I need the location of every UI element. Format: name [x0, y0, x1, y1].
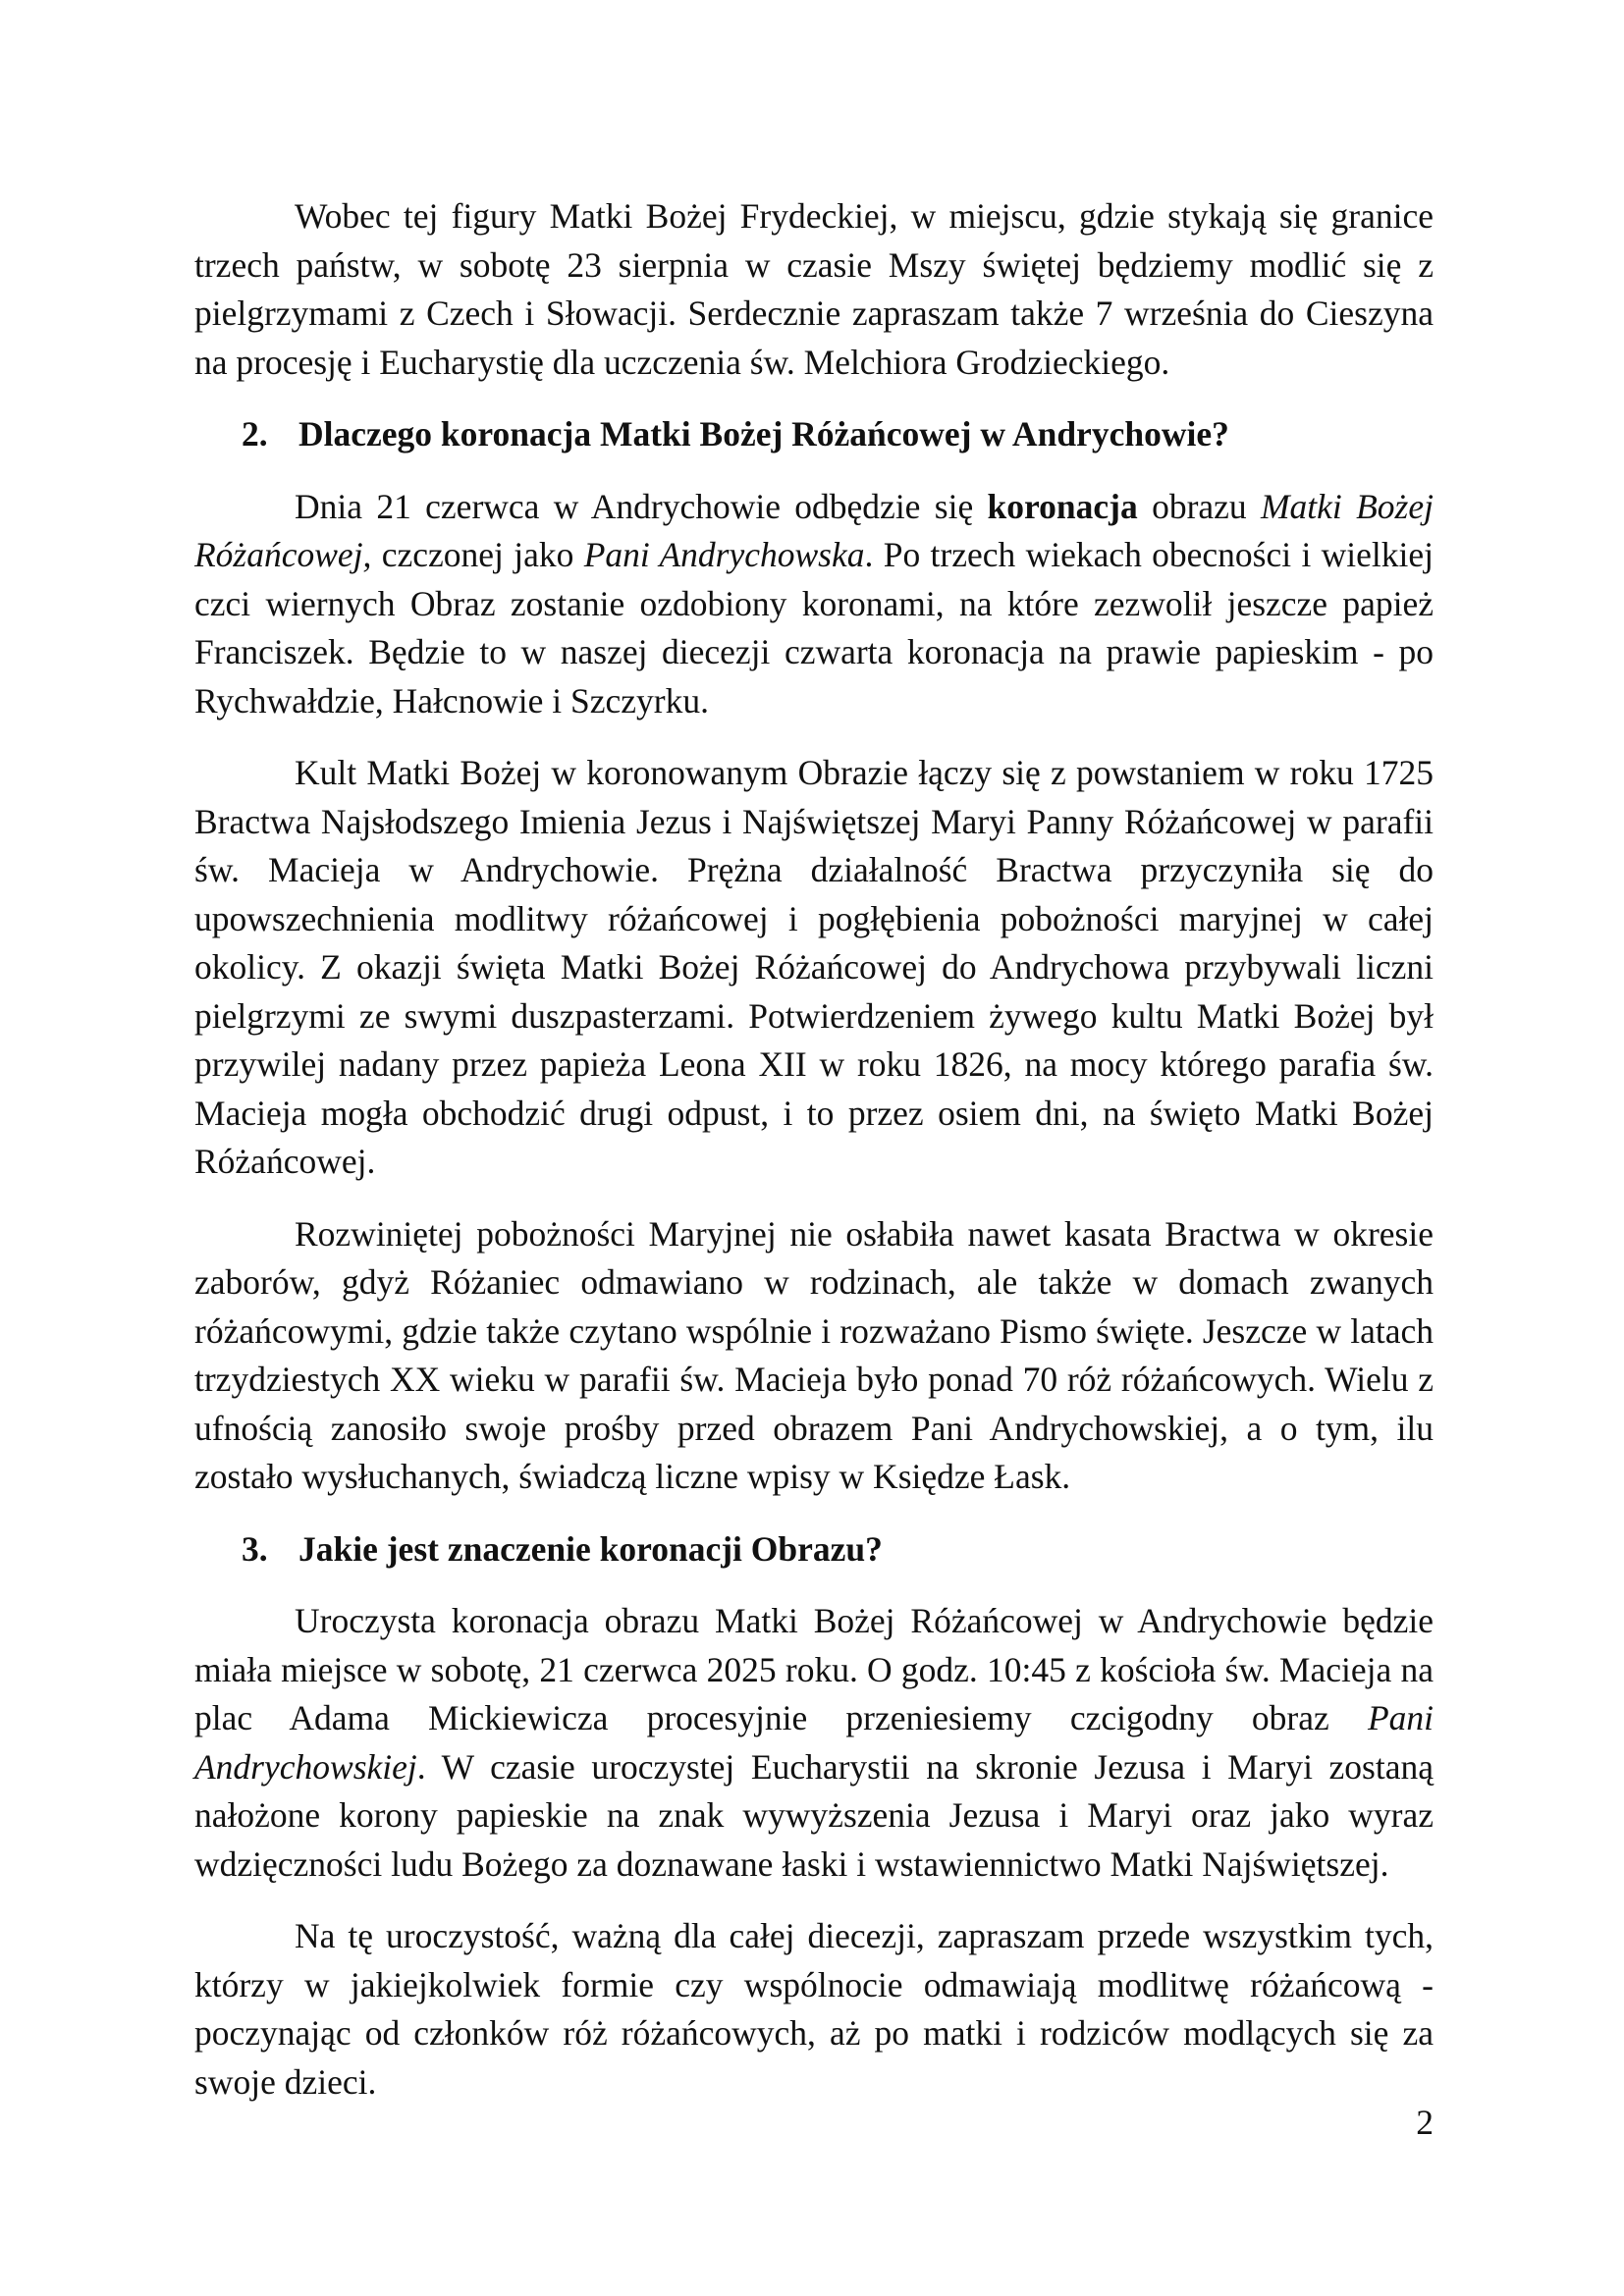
- section-title: Dlaczego koronacja Matki Bożej Różańcowej w Andrychowie?: [298, 414, 1229, 454]
- text-run: . W czasie uroczystej Eucharystii na skronie Jezusa i Maryi zostaną nałożone korony papieskie na znak wywyższenia Jezusa i Maryi oraz jako wyraz wdzięczności ludu Bożego za doznawane łaski i wstawiennictwo Matki Najświętszej.: [194, 1746, 1434, 1884]
- section-heading-2: [194, 410, 1434, 459]
- text-run: Uroczysta koronacja obrazu Matki Bożej Różańcowej w Andrychowie będzie miała miejsce w sobotę, 21 czerwca 2025 roku. O godz. 10:45 z kościoła św. Macieja na plac Adama Mickiewicza procesyjnie przeniesiemy czcigodny obraz: [194, 1601, 1434, 1737]
- italic-text: Matki Bożej Różańcowej,: [194, 486, 1434, 574]
- page-number: 2: [1416, 2103, 1434, 2142]
- section-number: 3.: [242, 1528, 268, 1569]
- text-run: obrazu: [1137, 486, 1261, 526]
- italic-text: Pani Andrychowskiej: [194, 1698, 1434, 1787]
- paragraph-cult-history: Kult Matki Bożej w koronowanym Obrazie łączy się z powstaniem w roku 1725 Bractwa Najsłodszego Imienia Jezus i Najświętszej Maryi Panny Różańcowej w parafii św. Macieja w Andrychowie. Prężna działalność Bractwa przyczyniła się do upowszechnienia modlitwy różańcowej i pogłębienia pobożności maryjnej w całej okolicy. Z okazji święta Matki Bożej Różańcowej do Andrychowa przybywali liczni pielgrzymi ze swymi duszpasterzami. Potwierdzeniem żywego kultu Matki Bożej był przywilej nadany przez papieża Leona XII w roku 1826, na mocy którego parafia św. Macieja mogła obchodzić drugi odpust, i to przez osiem dni, na święto Matki Bożej Różańcowej.: [194, 753, 1434, 1181]
- paragraph-coronation-announcement: [194, 483, 1434, 726]
- page-content: [194, 192, 1434, 2130]
- paragraph-coronation-details: [194, 1597, 1434, 1889]
- section-heading-3: [194, 1525, 1434, 1575]
- bold-text: koronacja: [987, 486, 1138, 526]
- text-run: Dnia 21 czerwca w Andrychowie odbędzie się: [295, 486, 988, 526]
- paragraph-frydek: Wobec tej figury Matki Bożej Frydeckiej, w miejscu, gdzie stykają się granice trzech państw, w sobotę 23 sierpnia w czasie Mszy świętej będziemy modlić się z pielgrzymami z Czech i Słowacji. Serdecznie zapraszam także 7 września do Cieszyna na procesję i Eucharystię dla uczczenia św. Melchiora Grodzieckiego.: [194, 196, 1434, 382]
- paragraph-rosary-devotion: Rozwiniętej pobożności Maryjnej nie osłabiła nawet kasata Bractwa w okresie zaborów, gdyż Różaniec odmawiano w rodzinach, ale także w domach zwanych różańcowymi, gdzie także czytano wspólnie i rozważano Pismo święte. Jeszcze w latach trzydziestych XX wieku w parafii św. Macieja było ponad 70 róż różańcowych. Wielu z ufnością zanosiło swoje prośby przed obrazem Pani Andrychowskiej, a o tym, ilu zostało wysłuchanych, świadczą liczne wpisy w Księdze Łask.: [194, 1213, 1434, 1496]
- section-number: 2.: [242, 414, 268, 454]
- text-run: czczonej jako: [371, 535, 584, 574]
- italic-text: Pani Andrychowska: [583, 535, 865, 574]
- paragraph-invitation: Na tę uroczystość, ważną dla całej diecezji, zapraszam przede wszystkim tych, którzy w jakiejkolwiek formie czy wspólnocie odmawiają modlitwę różańcową - poczynając od członków róż różańcowych, aż po matki i rodziców modlących się za swoje dzieci.: [194, 1916, 1434, 2102]
- section-title: Jakie jest znaczenie koronacji Obrazu?: [298, 1528, 883, 1569]
- text-run: . Po trzech wiekach obecności i wielkiej czci wiernych Obraz zostanie ozdobiony koronami, na które zezwolił jeszcze papież Franciszek. Będzie to w naszej diecezji czwarta koronacja na prawie papieskim - po Rychwałdzie, Hałcnowie i Szczyrku.: [194, 535, 1435, 721]
